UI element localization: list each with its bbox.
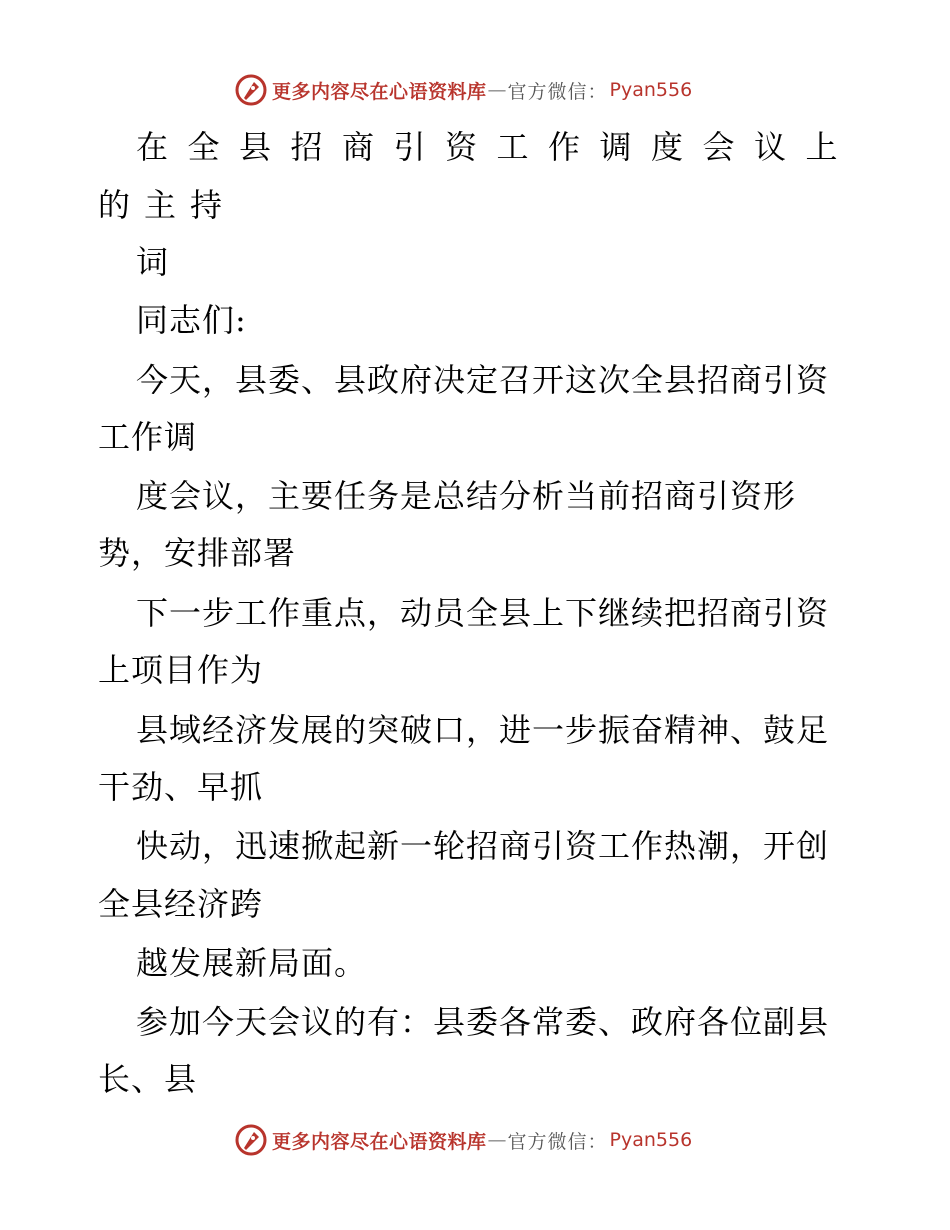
text-line: 长、县 bbox=[98, 1060, 198, 1098]
pen-nib-icon bbox=[234, 1123, 268, 1157]
text-line: 全县经济跨 bbox=[98, 885, 264, 923]
title-line-3: 词 bbox=[136, 243, 170, 281]
watermark-wechat-id: Pyan556 bbox=[609, 79, 693, 101]
text-line: 县域经济发展的突破口，进一步振奋精神、鼓足 bbox=[136, 711, 830, 749]
watermark-dash: — bbox=[487, 79, 507, 101]
watermark-site-text: 更多内容尽在心语资料库 bbox=[272, 80, 487, 103]
text-line: 干劲、早抓 bbox=[98, 768, 264, 806]
header-watermark bbox=[234, 70, 692, 110]
watermark-site-text: 更多内容尽在心语资料库 bbox=[272, 1130, 487, 1153]
salutation: 同志们: bbox=[136, 301, 247, 339]
text-line: 上项目作为 bbox=[98, 651, 264, 689]
watermark-official-label: 官方微信： bbox=[507, 80, 608, 103]
text-line: 势，安排部署 bbox=[98, 534, 297, 572]
text-line: 下一步工作重点，动员全县上下继续把招商引资 bbox=[136, 594, 830, 632]
watermark-dash: — bbox=[487, 1129, 507, 1151]
text-line: 快动，迅速掀起新一轮招商引资工作热潮，开创 bbox=[136, 827, 830, 865]
text-line: 越发展新局面。 bbox=[136, 944, 368, 982]
text-line: 今天，县委、县政府决定召开这次全县招商引资 bbox=[136, 361, 830, 399]
text-line: 工作调 bbox=[98, 418, 198, 456]
watermark-official-label: 官方微信： bbox=[507, 1130, 608, 1153]
text-line: 度会议，主要任务是总结分析当前招商引资形 bbox=[136, 477, 797, 515]
text-line: 参加今天会议的有：县委各常委、政府各位副县 bbox=[136, 1003, 830, 1041]
pen-nib-icon bbox=[234, 73, 268, 107]
watermark-wechat-id: Pyan556 bbox=[609, 1129, 693, 1151]
title-line-1: 在全县招商引资工作调度会议上 bbox=[136, 128, 858, 166]
title-line-2: 的主持 bbox=[98, 186, 237, 224]
footer-watermark bbox=[234, 1120, 692, 1160]
